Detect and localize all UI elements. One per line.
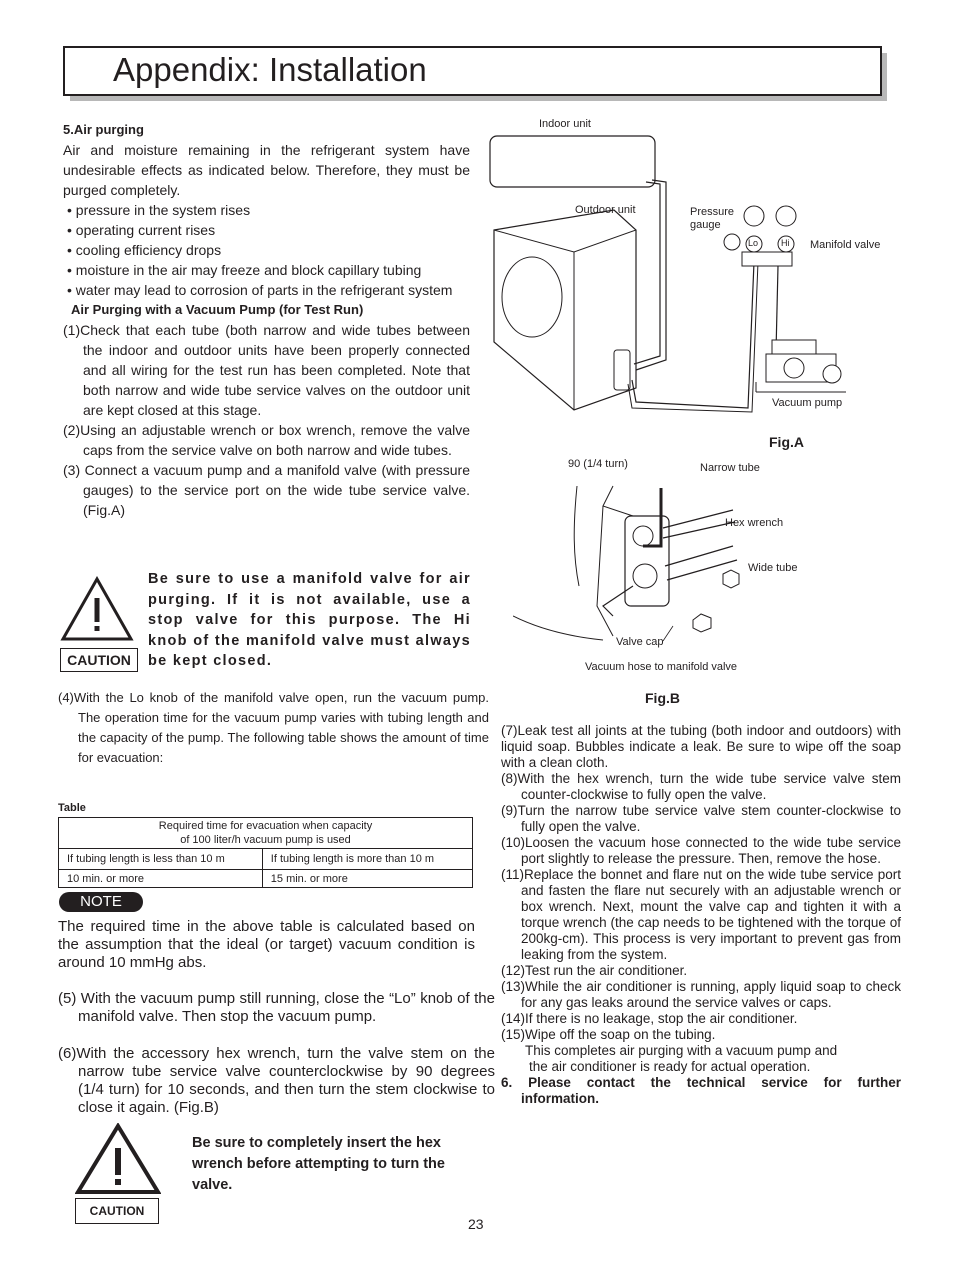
step-11: (11)Replace the bonnet and flare nut on the wide tube service port and fasten the flare nut securely with an adjustable wrench or box wrench. Next, mount the valve cap and tighten it with a torque wrench (the cap needs to be tightened with the torque of 200kg-cm). This process is very important to prevent gas from leaking from the system. [501, 867, 901, 962]
table-row [59, 870, 473, 888]
table-cell: 15 min. or more [262, 870, 472, 888]
bullet-item: • moisture in the air may freeze and block capillary tubing [67, 262, 422, 278]
steps-list [63, 320, 470, 520]
step-9: (9)Turn the narrow tube service valve stem counter-clockwise to fully open the valve. [501, 803, 901, 834]
table-row [59, 849, 473, 870]
step-7: (7)Leak test all joints at the tubing (both indoor and outdoors) with liquid soap. Bubbles indicate a leak. Be sure to wipe off the soap with a clean cloth. [501, 723, 901, 770]
section-heading: 5.Air purging [63, 122, 144, 137]
subheading: Air Purging with a Vacuum Pump (for Test Run) [71, 302, 364, 317]
pressure-gauge-label: Pressure [690, 206, 735, 218]
bullet-item: • operating current rises [67, 222, 216, 238]
hex-wrench-label: Hex wrench [725, 517, 784, 529]
caution-text: Be sure to completely insert the hex wrench before attempting to turn the valve. [192, 1135, 445, 1193]
step-2: (2)Using an adjustable wrench or box wrench, remove the valve caps from the service valve on both narrow and wide tubes. [63, 422, 470, 458]
lo-label: Lo [748, 238, 759, 248]
note-text: The required time in the above table is calculated based on the assumption that the ideal (or target) vacuum condition is around 10 mmHg abs. [58, 918, 475, 971]
valve-cap-label: Valve cap [616, 636, 664, 648]
step-5: (5) With the vacuum pump still running, close the “Lo” knob of the manifold valve. Then stop the vacuum pump. [58, 990, 495, 1025]
completion-line: the air conditioner is ready for actual operation. [529, 1059, 811, 1074]
warning-triangle-icon [60, 576, 134, 642]
bullet-item: • pressure in the system rises [67, 202, 251, 218]
step-6: (6)With the accessory hex wrench, turn the valve stem on the narrow tube service valve counterclockwise by 90 degrees (1/4 turn) for 10 seconds, and then turn the stem clockwise to close it again. (Fig.B) [58, 1045, 495, 1116]
step-3: (3) Connect a vacuum pump and a manifold valve (with pressure gauges) to the service port on the wide tube service valve.(Fig.A) [63, 462, 470, 518]
fig-a-caption: Fig.A [769, 434, 804, 450]
step-8: (8)With the hex wrench, turn the wide tube service valve stem counter-clockwise to fully open the valve. [501, 771, 901, 802]
caution-label: CAUTION [75, 1198, 159, 1224]
indoor-unit-label: Indoor unit [539, 118, 591, 130]
table-row [59, 818, 473, 849]
table-cell: 10 min. or more [59, 870, 263, 888]
step-12: (12)Test run the air conditioner. [501, 963, 688, 978]
figure-a-diagram [486, 112, 906, 442]
page-title: Appendix: Installation [113, 51, 427, 88]
step-14: (14)If there is no leakage, stop the air conditioner. [501, 1011, 798, 1026]
turn-label: 90 (1/4 turn) [568, 458, 628, 470]
table-label: Table [58, 802, 86, 814]
bullet-item: • cooling efficiency drops [67, 242, 222, 258]
wide-tube-label: Wide tube [748, 562, 798, 574]
bullet-list [67, 200, 477, 300]
step-1: (1)Check that each tube (both narrow and wide tubes between the indoor and outdoor units have been properly connected and all wiring for the test run has been completed. Note that both narrow and wide tube service valves on the outdoor unit are kept closed at this stage. [63, 322, 470, 418]
evacuation-table [58, 817, 473, 888]
table-cell: If tubing length is less than 10 m [59, 849, 263, 870]
step-13: (13)While the air conditioner is running, apply liquid soap to check for any gas leaks around the service valves or caps. [501, 979, 901, 1010]
warning-triangle-icon [75, 1123, 161, 1195]
manifold-valve-label: Manifold valve [810, 239, 881, 251]
hi-label: Hi [781, 238, 790, 248]
fig-b-caption: Fig.B [645, 690, 680, 706]
pressure-gauge-label: gauge [690, 219, 721, 231]
page-number: 23 [468, 1216, 484, 1232]
narrow-tube-label: Narrow tube [700, 462, 760, 474]
completion-line: This completes air purging with a vacuum pump and [525, 1043, 838, 1058]
final-note: 6. Please contact the technical service for further information. [501, 1075, 901, 1106]
step-15: (15)Wipe off the soap on the tubing. [501, 1027, 716, 1042]
table-cell: If tubing length is more than 10 m [262, 849, 472, 870]
outdoor-unit-shape [494, 210, 636, 410]
section-intro: Air and moisture remaining in the refrigerant system have undesirable effects as indicated below. Therefore, they must be purged completely. [63, 142, 470, 198]
step-4: (4)With the Lo knob of the manifold valve open, run the vacuum pump. The operation time for the vacuum pump varies with tubing length and the capacity of the pump. The following table shows the amount of time for evacuation: [58, 690, 489, 765]
vacuum-hose-label: Vacuum hose to manifold valve [585, 661, 738, 673]
caution-label: CAUTION [60, 648, 138, 672]
outdoor-unit-label: Outdoor unit [575, 204, 636, 216]
bullet-item: • water may lead to corrosion of parts in the refrigerant system [67, 282, 453, 298]
note-badge: NOTE [59, 892, 143, 912]
caution-text: Be sure to use a manifold valve for air purging. If it is not available, use a stop valve for this purpose. The Hi knob of the manifold valve must always be kept closed. [148, 571, 471, 669]
table-header: Required time for evacuation when capacity of 100 liter/h vacuum pump is used [59, 818, 473, 849]
step-10: (10)Loosen the vacuum hose connected to the wide tube service port slightly to release the pressure. Then, remove the hose. [501, 835, 901, 866]
indoor-unit-shape [490, 136, 655, 187]
right-steps-list [501, 723, 901, 1107]
vacuum-pump-label: Vacuum pump [772, 397, 843, 409]
